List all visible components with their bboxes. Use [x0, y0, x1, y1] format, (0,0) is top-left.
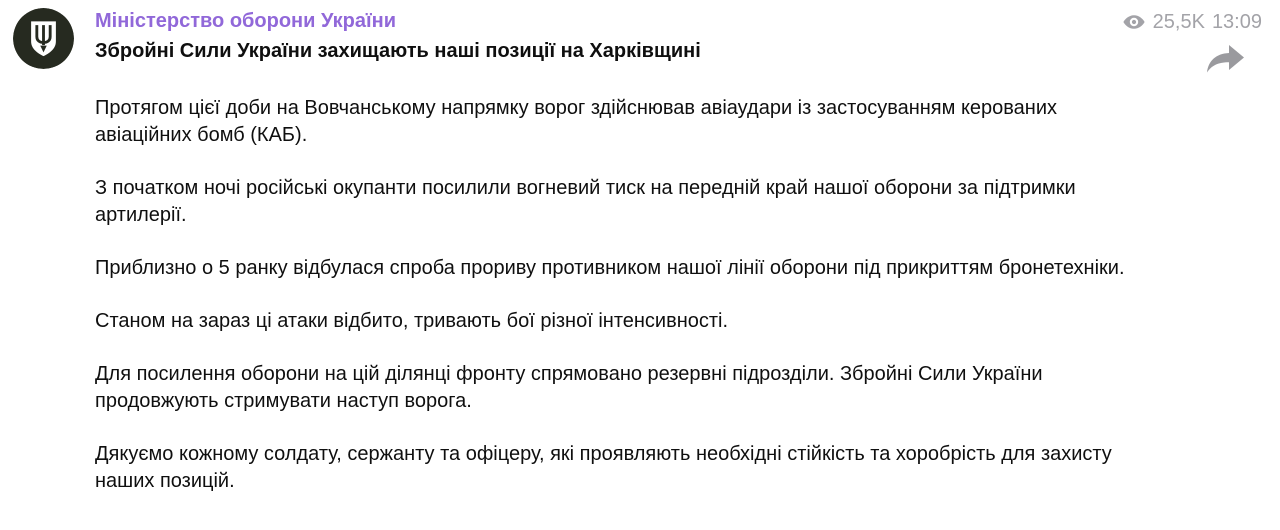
message-paragraph: Дякуємо кожному солдату, сержанту та офіцеру, які проявляють необхідні стійкість та хоробрість для захисту наших позицій. — [95, 443, 1112, 492]
message-paragraph: Станом на зараз ці атаки відбито, тривають бої різної інтенсивності. — [95, 310, 729, 332]
views-count: 25,5K — [1152, 11, 1205, 33]
forward-arrow-icon — [1205, 44, 1245, 74]
post-meta — [1122, 10, 1262, 34]
post-body — [95, 95, 1155, 495]
message-paragraph: Приблизно о 5 ранку відбулася спроба прориву противником нашої лінії оборони під прикриттям бронетехніки. — [95, 257, 1125, 279]
trident-shield-emblem-icon — [13, 8, 74, 69]
share-button[interactable] — [1205, 44, 1245, 74]
post-content — [95, 8, 1155, 495]
post-headline: Збройні Сили України захищають наші позиції на Харківщині — [95, 40, 701, 62]
channel-name[interactable]: Міністерство оборони України — [95, 10, 397, 32]
channel-avatar[interactable] — [13, 8, 74, 69]
message-paragraph: З початком ночі російські окупанти посилили вогневий тиск на передній край нашої оборони за підтримки артилерії. — [95, 177, 1076, 226]
message-paragraph: Для посилення оборони на цій ділянці фронту спрямовано резервні підрозділи. Збройні Сили України продовжують стримувати наступ ворога. — [95, 363, 1043, 412]
message-paragraph: Протягом цієї доби на Вовчанському напрямку ворог здійснював авіаудари із застосуванням керованих авіаційних бомб (КАБ). — [95, 97, 1058, 146]
views-eye-icon — [1122, 10, 1146, 34]
timestamp: 13:09 — [1211, 11, 1262, 33]
